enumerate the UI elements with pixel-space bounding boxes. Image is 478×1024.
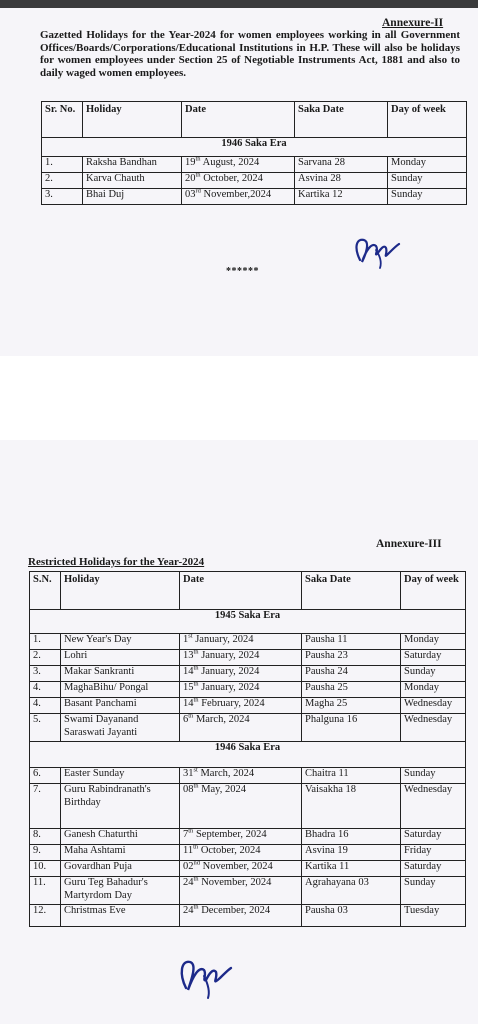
date-day: 1 <box>183 634 189 645</box>
table-row <box>30 905 466 927</box>
holiday-date <box>180 698 302 714</box>
date-ordinal: th <box>195 156 201 163</box>
date-month-year: January, 2024 <box>198 666 260 677</box>
holiday-name: Guru Rabindranath's Birthday <box>61 784 180 829</box>
table-header-row <box>30 572 466 610</box>
date-month-year: October, 2024 <box>200 173 263 184</box>
holiday-date <box>182 189 295 205</box>
restricted-holidays-heading: Restricted Holidays for the Year-2024 <box>28 556 205 568</box>
saka-era: 1946 Saka Era <box>42 138 467 157</box>
date-ordinal: th <box>193 904 199 911</box>
top-shadow <box>0 0 478 8</box>
serial-number: 2. <box>30 650 61 666</box>
holiday-date <box>180 666 302 682</box>
table-row <box>30 784 466 829</box>
holiday-name: Makar Sankranti <box>61 666 180 682</box>
annexure-2-intro: Gazetted Holidays for the Year-2024 for women employees working in all Government Offices/Boards/Corporations/Educational Institutions in H.P. These will also be holidays for women employees under Section 25 of Negotiable Instruments Act, 1881 and also to daily waged women employees. <box>40 29 460 79</box>
day-of-week: Saturday <box>401 829 466 845</box>
annexure-2-label: Annexure-II <box>382 17 444 29</box>
date-month-year: September, 2024 <box>193 829 267 840</box>
holiday-name: Basant Panchami <box>61 698 180 714</box>
date-day: 11 <box>183 845 194 856</box>
holiday-date <box>180 784 302 829</box>
day-of-week: Monday <box>388 157 467 173</box>
saka-date: Pausha 25 <box>302 682 401 698</box>
restricted-holiday-rows-1946 <box>30 768 466 927</box>
date-ordinal: th <box>193 783 199 790</box>
date-day: 31 <box>183 768 194 779</box>
table-row <box>42 189 467 205</box>
date-month-year: December, 2024 <box>198 905 271 916</box>
saka-date: Vaisakha 18 <box>302 784 401 829</box>
table-row <box>30 877 466 905</box>
serial-number: 11. <box>30 877 61 905</box>
saka-date: Pausha 03 <box>302 905 401 927</box>
serial-number: 1. <box>30 634 61 650</box>
header-sn: S.N. <box>30 572 61 610</box>
date-day: 13 <box>183 650 194 661</box>
annexure-2-page <box>0 0 478 356</box>
date-day: 6 <box>183 714 189 725</box>
restricted-holiday-rows-1945 <box>30 634 466 742</box>
date-month-year: February, 2024 <box>198 698 265 709</box>
saka-date: Kartika 12 <box>295 189 388 205</box>
serial-number: 8. <box>30 829 61 845</box>
header-holiday: Holiday <box>61 572 180 610</box>
date-month-year: August, 2024 <box>200 157 260 168</box>
date-month-year: January, 2024 <box>198 650 260 661</box>
annexure-3-label: Annexure-III <box>376 538 442 550</box>
serial-number: 7. <box>30 784 61 829</box>
holiday-name: Govardhan Puja <box>61 861 180 877</box>
date-day: 24 <box>183 905 194 916</box>
holiday-date <box>180 905 302 927</box>
date-ordinal: th <box>188 713 194 720</box>
day-of-week: Monday <box>401 682 466 698</box>
date-day: 02 <box>183 861 194 872</box>
holiday-name: Karva Chauth <box>83 173 182 189</box>
table-row <box>30 861 466 877</box>
holiday-date <box>182 157 295 173</box>
saka-date: Pausha 23 <box>302 650 401 666</box>
serial-number: 2. <box>42 173 83 189</box>
serial-number: 1. <box>42 157 83 173</box>
date-ordinal: th <box>188 828 194 835</box>
serial-number: 9. <box>30 845 61 861</box>
date-month-year: November, 2024 <box>200 861 273 872</box>
day-of-week: Saturday <box>401 861 466 877</box>
date-ordinal: th <box>193 876 199 883</box>
day-of-week: Friday <box>401 845 466 861</box>
table-row <box>30 698 466 714</box>
date-ordinal: nd <box>193 860 200 867</box>
date-day: 15 <box>183 682 194 693</box>
table-row <box>30 829 466 845</box>
date-ordinal: th <box>193 665 199 672</box>
table-row <box>30 634 466 650</box>
header-day-of-week: Day of week <box>388 102 467 138</box>
table-row <box>30 650 466 666</box>
holiday-date <box>180 829 302 845</box>
date-month-year: November,2024 <box>200 189 272 200</box>
date-ordinal: th <box>193 844 199 851</box>
saka-era-1946: 1946 Saka Era <box>30 742 466 768</box>
table-row <box>30 666 466 682</box>
saka-date: Chaitra 11 <box>302 768 401 784</box>
date-day: 08 <box>183 784 194 795</box>
header-day-of-week: Day of week <box>401 572 466 610</box>
holiday-date <box>180 714 302 742</box>
gazetted-holiday-rows <box>42 157 467 205</box>
date-month-year: November, 2024 <box>198 877 272 888</box>
gazetted-holidays-table <box>41 101 467 205</box>
date-month-year: March, 2024 <box>197 768 255 779</box>
holiday-name: Swami Dayanand Saraswati Jayanti <box>61 714 180 742</box>
holiday-name: Lohri <box>61 650 180 666</box>
saka-date: Kartika 11 <box>302 861 401 877</box>
date-month-year: January, 2024 <box>192 634 254 645</box>
header-sr-no: Sr. No. <box>42 102 83 138</box>
serial-number: 4. <box>30 698 61 714</box>
day-of-week: Sunday <box>401 666 466 682</box>
table-row <box>42 173 467 189</box>
saka-date: Phalguna 16 <box>302 714 401 742</box>
signature-icon <box>176 948 234 1000</box>
date-ordinal: st <box>193 767 198 774</box>
annexure-3-page <box>0 440 478 1024</box>
date-day: 03 <box>185 189 196 200</box>
holiday-name: Christmas Eve <box>61 905 180 927</box>
saka-date: Asvina 28 <box>295 173 388 189</box>
date-ordinal: st <box>188 633 193 640</box>
day-of-week: Tuesday <box>401 905 466 927</box>
restricted-holidays-table <box>29 571 466 927</box>
saka-era-1946-row <box>30 742 466 768</box>
serial-number: 6. <box>30 768 61 784</box>
serial-number: 12. <box>30 905 61 927</box>
holiday-name: New Year's Day <box>61 634 180 650</box>
day-of-week: Sunday <box>401 768 466 784</box>
header-date: Date <box>182 102 295 138</box>
day-of-week: Sunday <box>401 877 466 905</box>
serial-number: 4. <box>30 682 61 698</box>
saka-era-1945-row <box>30 610 466 634</box>
holiday-date <box>180 845 302 861</box>
date-ordinal: th <box>193 649 199 656</box>
day-of-week: Wednesday <box>401 698 466 714</box>
holiday-name: MaghaBihu/ Pongal <box>61 682 180 698</box>
holiday-name: Guru Teg Bahadur's Martyrdom Day <box>61 877 180 905</box>
date-ordinal: th <box>193 681 199 688</box>
date-month-year: May, 2024 <box>198 784 247 795</box>
table-row <box>30 845 466 861</box>
signature-icon <box>352 228 402 270</box>
holiday-date <box>180 877 302 905</box>
saka-date: Magha 25 <box>302 698 401 714</box>
day-of-week: Sunday <box>388 189 467 205</box>
date-ordinal: rd <box>195 188 201 195</box>
header-saka-date: Saka Date <box>302 572 401 610</box>
serial-number: 3. <box>30 666 61 682</box>
day-of-week: Sunday <box>388 173 467 189</box>
header-saka-date: Saka Date <box>295 102 388 138</box>
end-stars: ****** <box>226 266 259 277</box>
date-day: 14 <box>183 698 194 709</box>
saka-date: Bhadra 16 <box>302 829 401 845</box>
holiday-date <box>180 650 302 666</box>
holiday-date <box>180 634 302 650</box>
serial-number: 5. <box>30 714 61 742</box>
date-month-year: March, 2024 <box>193 714 250 725</box>
holiday-name: Easter Sunday <box>61 768 180 784</box>
day-of-week: Saturday <box>401 650 466 666</box>
table-row <box>30 714 466 742</box>
holiday-name: Raksha Bandhan <box>83 157 182 173</box>
date-day: 14 <box>183 666 194 677</box>
date-ordinal: th <box>193 697 199 704</box>
date-month-year: January, 2024 <box>198 682 260 693</box>
serial-number: 3. <box>42 189 83 205</box>
date-day: 20 <box>185 173 196 184</box>
table-header-row <box>42 102 467 138</box>
saka-date: Asvina 19 <box>302 845 401 861</box>
header-date: Date <box>180 572 302 610</box>
day-of-week: Wednesday <box>401 784 466 829</box>
holiday-date <box>180 861 302 877</box>
date-ordinal: th <box>195 172 201 179</box>
date-day: 19 <box>185 157 196 168</box>
saka-date: Agrahayana 03 <box>302 877 401 905</box>
day-of-week: Wednesday <box>401 714 466 742</box>
table-row <box>42 157 467 173</box>
saka-era-1945: 1945 Saka Era <box>30 610 466 634</box>
saka-era-row <box>42 138 467 157</box>
holiday-name: Bhai Duj <box>83 189 182 205</box>
holiday-date <box>180 768 302 784</box>
serial-number: 10. <box>30 861 61 877</box>
holiday-name: Maha Ashtami <box>61 845 180 861</box>
header-holiday: Holiday <box>83 102 182 138</box>
date-month-year: October, 2024 <box>198 845 261 856</box>
table-row <box>30 682 466 698</box>
day-of-week: Monday <box>401 634 466 650</box>
table-row <box>30 768 466 784</box>
saka-date: Sarvana 28 <box>295 157 388 173</box>
holiday-date <box>182 173 295 189</box>
date-day: 24 <box>183 877 194 888</box>
holiday-date <box>180 682 302 698</box>
holiday-name: Ganesh Chaturthi <box>61 829 180 845</box>
saka-date: Pausha 24 <box>302 666 401 682</box>
saka-date: Pausha 11 <box>302 634 401 650</box>
date-day: 7 <box>183 829 189 840</box>
